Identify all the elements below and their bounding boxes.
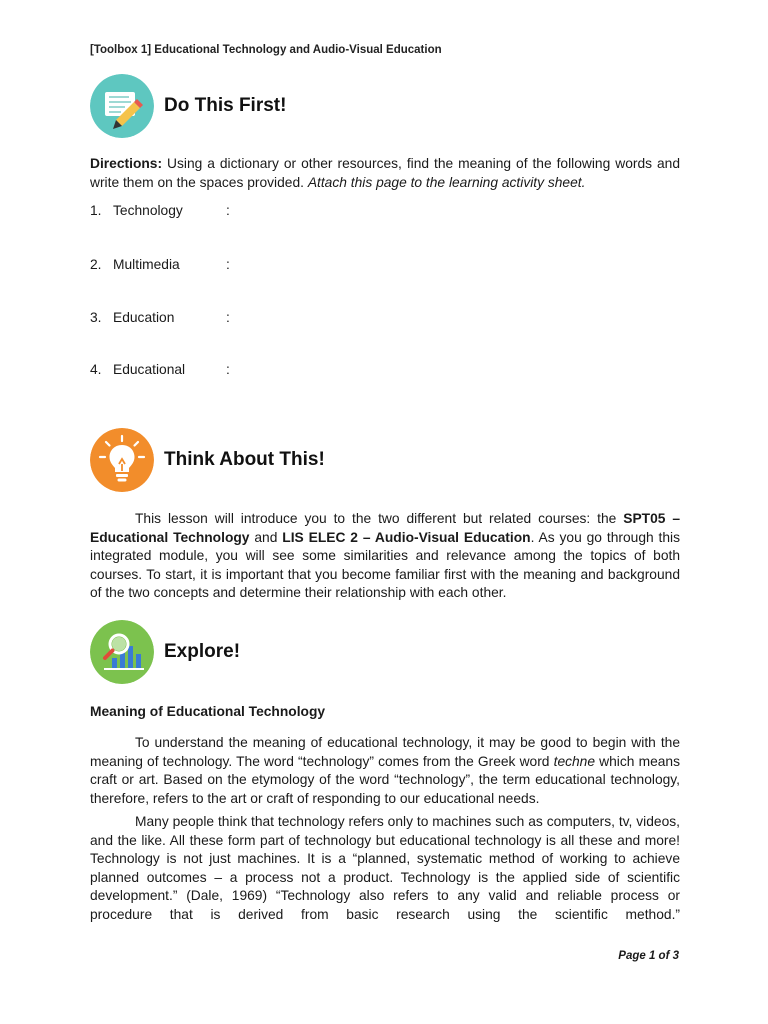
vocab-colon: :	[226, 310, 230, 325]
directions-label: Directions:	[90, 156, 163, 171]
vocab-term: Multimedia	[113, 257, 180, 272]
text-run: This lesson will introduce you to the two different but related courses: the	[135, 511, 624, 526]
vocab-colon: :	[226, 257, 230, 272]
vocab-term: Technology	[113, 203, 183, 218]
magnifier-chart-icon	[90, 620, 154, 684]
section-title: Think About This!	[164, 449, 325, 470]
vocab-number: 4.	[90, 362, 102, 377]
think-paragraph	[90, 510, 680, 603]
vocab-colon: :	[226, 203, 230, 218]
section-explore	[90, 620, 240, 684]
explore-paragraph-2: Many people think that technology refers only to machines such as computers, tv, videos, and the like. All these form part of technology but educational technology is all these and more! Technology is not just machines. It is a “planned, systematic method of working to achieve planned outcomes – a process not a product. Technology is the applied side of scientific development.” (Dale, 1969) “Technology also refers to any valid and reliable process or procedure that is derived from basic research using the scientific method.”	[90, 814, 680, 922]
page-number: Page 1 of 3	[618, 950, 679, 962]
vocab-term: Education	[113, 310, 175, 325]
directions-italic: Attach this page to the learning activity sheet.	[307, 175, 586, 190]
vocab-item-multimedia	[90, 257, 230, 272]
vocab-item-technology	[90, 203, 230, 218]
vocab-item-educational	[90, 362, 230, 377]
greek-word-techne: techne	[553, 753, 596, 769]
section-title: Explore!	[164, 641, 241, 662]
vocab-number: 3.	[90, 310, 102, 325]
document-pencil-icon	[90, 74, 154, 138]
text-run: and	[249, 529, 283, 545]
vocab-number: 2.	[90, 257, 102, 272]
section-think-about-this	[90, 428, 325, 492]
document-header: [Toolbox 1] Educational Technology and Audio-Visual Education	[90, 44, 442, 56]
lightbulb-icon	[90, 428, 154, 492]
directions-text	[90, 154, 680, 192]
vocab-colon: :	[226, 362, 230, 377]
vocab-number: 1.	[90, 203, 102, 218]
directions-body: Using a dictionary or other resources, find the meaning of the following words and write them on the spaces provided.	[90, 156, 680, 190]
text-run: To understand the meaning of educational technology, it may be good to begin with the meaning of technology. The word “technology” comes from the Greek word	[90, 735, 680, 769]
vocab-term: Educational	[113, 362, 186, 377]
section-title: Do This First!	[164, 95, 287, 116]
vocab-item-education	[90, 310, 230, 325]
text-run: . As you go through this integrated module, you will see some similarities and relevance among the topics of both courses. To start, it is important that you become familiar first with the meaning and background of the two concepts and determine their relationship with each other.	[90, 529, 681, 600]
text-run: which means craft or art. Based on the etymology of the word “technology”, the term educational technology, therefore, refers to the art or craft of responding to our educational needs.	[90, 753, 680, 806]
explore-paragraph-1	[90, 734, 680, 808]
section-do-this-first	[90, 74, 286, 138]
course-name-lis-elec-2: LIS ELEC 2 – Audio-Visual Education	[282, 529, 531, 545]
course-name-spt05: SPT05 – Educational Technology	[90, 511, 681, 545]
explore-subheading: Meaning of Educational Technology	[90, 704, 326, 719]
